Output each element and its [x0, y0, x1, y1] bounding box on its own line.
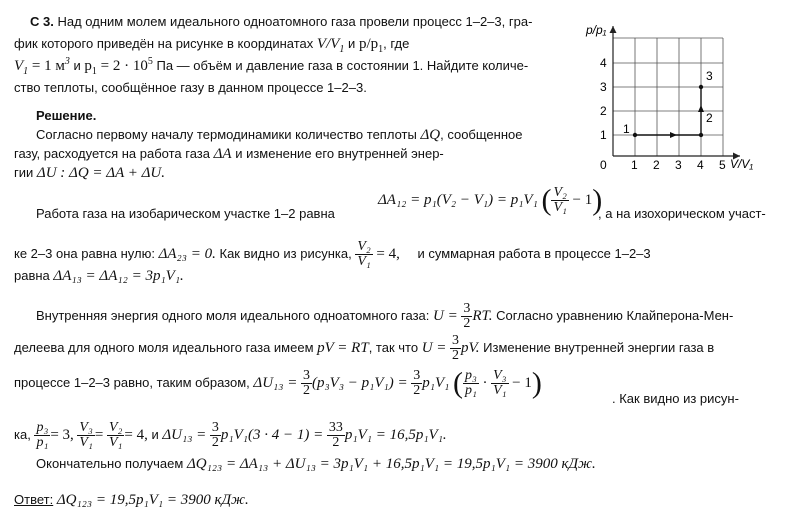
solution-heading: Решение. — [36, 108, 97, 123]
graph-grid — [613, 38, 723, 156]
state-point-2 — [699, 133, 703, 137]
problem-text-where: , где — [383, 36, 410, 51]
state-point-1 — [633, 133, 637, 137]
x-tick-0: 0 — [600, 158, 607, 172]
solution-line-8: делеева для одного моля идеального газа имеем pV = RT, так что U = $\frac{3}{2}$ pV. Изменение внутренней энергии газа в — [14, 333, 715, 364]
answer-formula: ΔQ₁₂₃ = 19,5p₁V₁ = 3900 кДж. — [56, 492, 249, 508]
y-tick-3: 3 — [600, 80, 607, 94]
solution-line-6: равна ΔA₁₃ = ΔA₁₂ = 3p₁V₁. — [14, 268, 184, 284]
v1-value: $V_1 = 1$ $м^3$ — [14, 56, 70, 77]
x-tick-3: 3 — [675, 158, 682, 172]
problem-text-1: Над одним молем идеального одноатомного газа провели процесс 1–2–3, гра- — [57, 14, 533, 29]
y-tick-1: 1 — [600, 128, 607, 142]
solution-line-1: Согласно первому началу термодинамики количество теплоты ΔQ, сообщенное — [36, 127, 523, 143]
arrow-1-2 — [670, 132, 677, 138]
problem-line-2 — [14, 36, 410, 55]
solution-line-2: газу, расходуется на работа газа ΔA и изменение его внутренней энер- — [14, 146, 444, 162]
solution-line-7: Внутренняя энергия одного моля идеального одноатомного газа: U = $\frac{3}{2}$ RT. Согласно уравнению Клайперона-Мен- — [36, 301, 734, 332]
coord-p: $p/p_1$ — [358, 36, 384, 55]
y-axis-label: p/p₁ — [586, 23, 607, 37]
problem-text-2a: фик которого приведён на рисунке в координатах — [14, 36, 314, 51]
problem-line-4 — [14, 80, 367, 96]
problem-text-4: ство теплоты, сообщённое газу в данном процессе 1–2–3. — [14, 80, 367, 95]
problem-label: С 3. — [30, 14, 54, 29]
solution-line-10: ка, $\frac{\text{p₃}}{\text{p₁}}$ = 3, $\frac{\text{V₃}}{\text{V₁}}$ = $\frac{\text{V₂}}{\text{V₁}}$ = 4, и ΔU₁₃ = $\frac{3}{2}$ p₁V₁(3 · 4 − 1) = $\frac{33}{2}$ p₁V₁ = 16,5p₁V₁. — [14, 420, 447, 451]
x-tick-2: 2 — [653, 158, 660, 172]
y-tick-labels — [600, 56, 607, 142]
solution-line-9b: . Как видно из рисун- — [612, 391, 739, 406]
arrow-2-3 — [698, 105, 704, 112]
answer-line — [14, 492, 249, 508]
work-12-formula: ΔA₁₂ = p₁(V₂ − V₁) = p₁V₁ ( $\frac{\text{V₂}}{\text{V₁}}$ − 1) — [378, 183, 603, 217]
y-tick-4: 4 — [600, 56, 607, 70]
x-axis-label: V/V₁ — [730, 157, 754, 171]
solution-line-5: ке 2–3 она равна нулю: ΔA₂₃ = 0. Как видно из рисунка, $\frac{\text{V₂}}{\text{V₁}}$ = 4, и суммарная работа в процессе 1–2–3 — [14, 239, 651, 270]
coord-v: $V/V_1$ — [316, 36, 345, 55]
p1-value: $p_1 = 2 \cdot 10^5$ — [84, 56, 153, 77]
solution-line-9: процессе 1–2–3 равно, таким образом, ΔU₁₃ = $\frac{3}{2}$ (p₃V₃ − p₁V₁) = $\frac{3}{2}$ p₁V₁ ( $\frac{\text{p₃}}{\text{p₁}}$ · $\frac{\text{V₃}}{\text{V₁}}$ − 1) — [14, 366, 542, 400]
solution-line-11: Окончательно получаем ΔQ₁₂₃ = ΔA₁₃ + ΔU₁₃ = 3p₁V₁ + 16,5p₁V₁ = 19,5p₁V₁ = 3900 кДж. — [36, 456, 596, 472]
state-point-3 — [699, 85, 703, 89]
problem-text-and-2: и — [73, 58, 81, 73]
point-label-2: 2 — [706, 111, 713, 125]
x-tick-labels — [600, 158, 726, 172]
solution-line-4b: , а на изохорическом участ- — [598, 206, 766, 221]
solution-line-4: Работа газа на изобарическом участке 1–2 равна — [36, 206, 335, 221]
y-tick-2: 2 — [600, 104, 607, 118]
point-label-1: 1 — [623, 122, 630, 136]
answer-label: Ответ: — [14, 492, 54, 507]
x-tick-1: 1 — [631, 158, 638, 172]
problem-line-1 — [30, 14, 532, 30]
problem-text-and: и — [348, 36, 356, 51]
point-label-3: 3 — [706, 69, 713, 83]
x-tick-5: 5 — [719, 158, 726, 172]
x-tick-4: 4 — [697, 158, 704, 172]
process-graph — [586, 20, 765, 172]
problem-line-3 — [14, 56, 529, 77]
problem-text-3: Па — объём и давление газа в состоянии 1. Найдите количе- — [156, 58, 529, 73]
solution-line-3: гии ΔU : ΔQ = ΔA + ΔU. — [14, 165, 165, 181]
